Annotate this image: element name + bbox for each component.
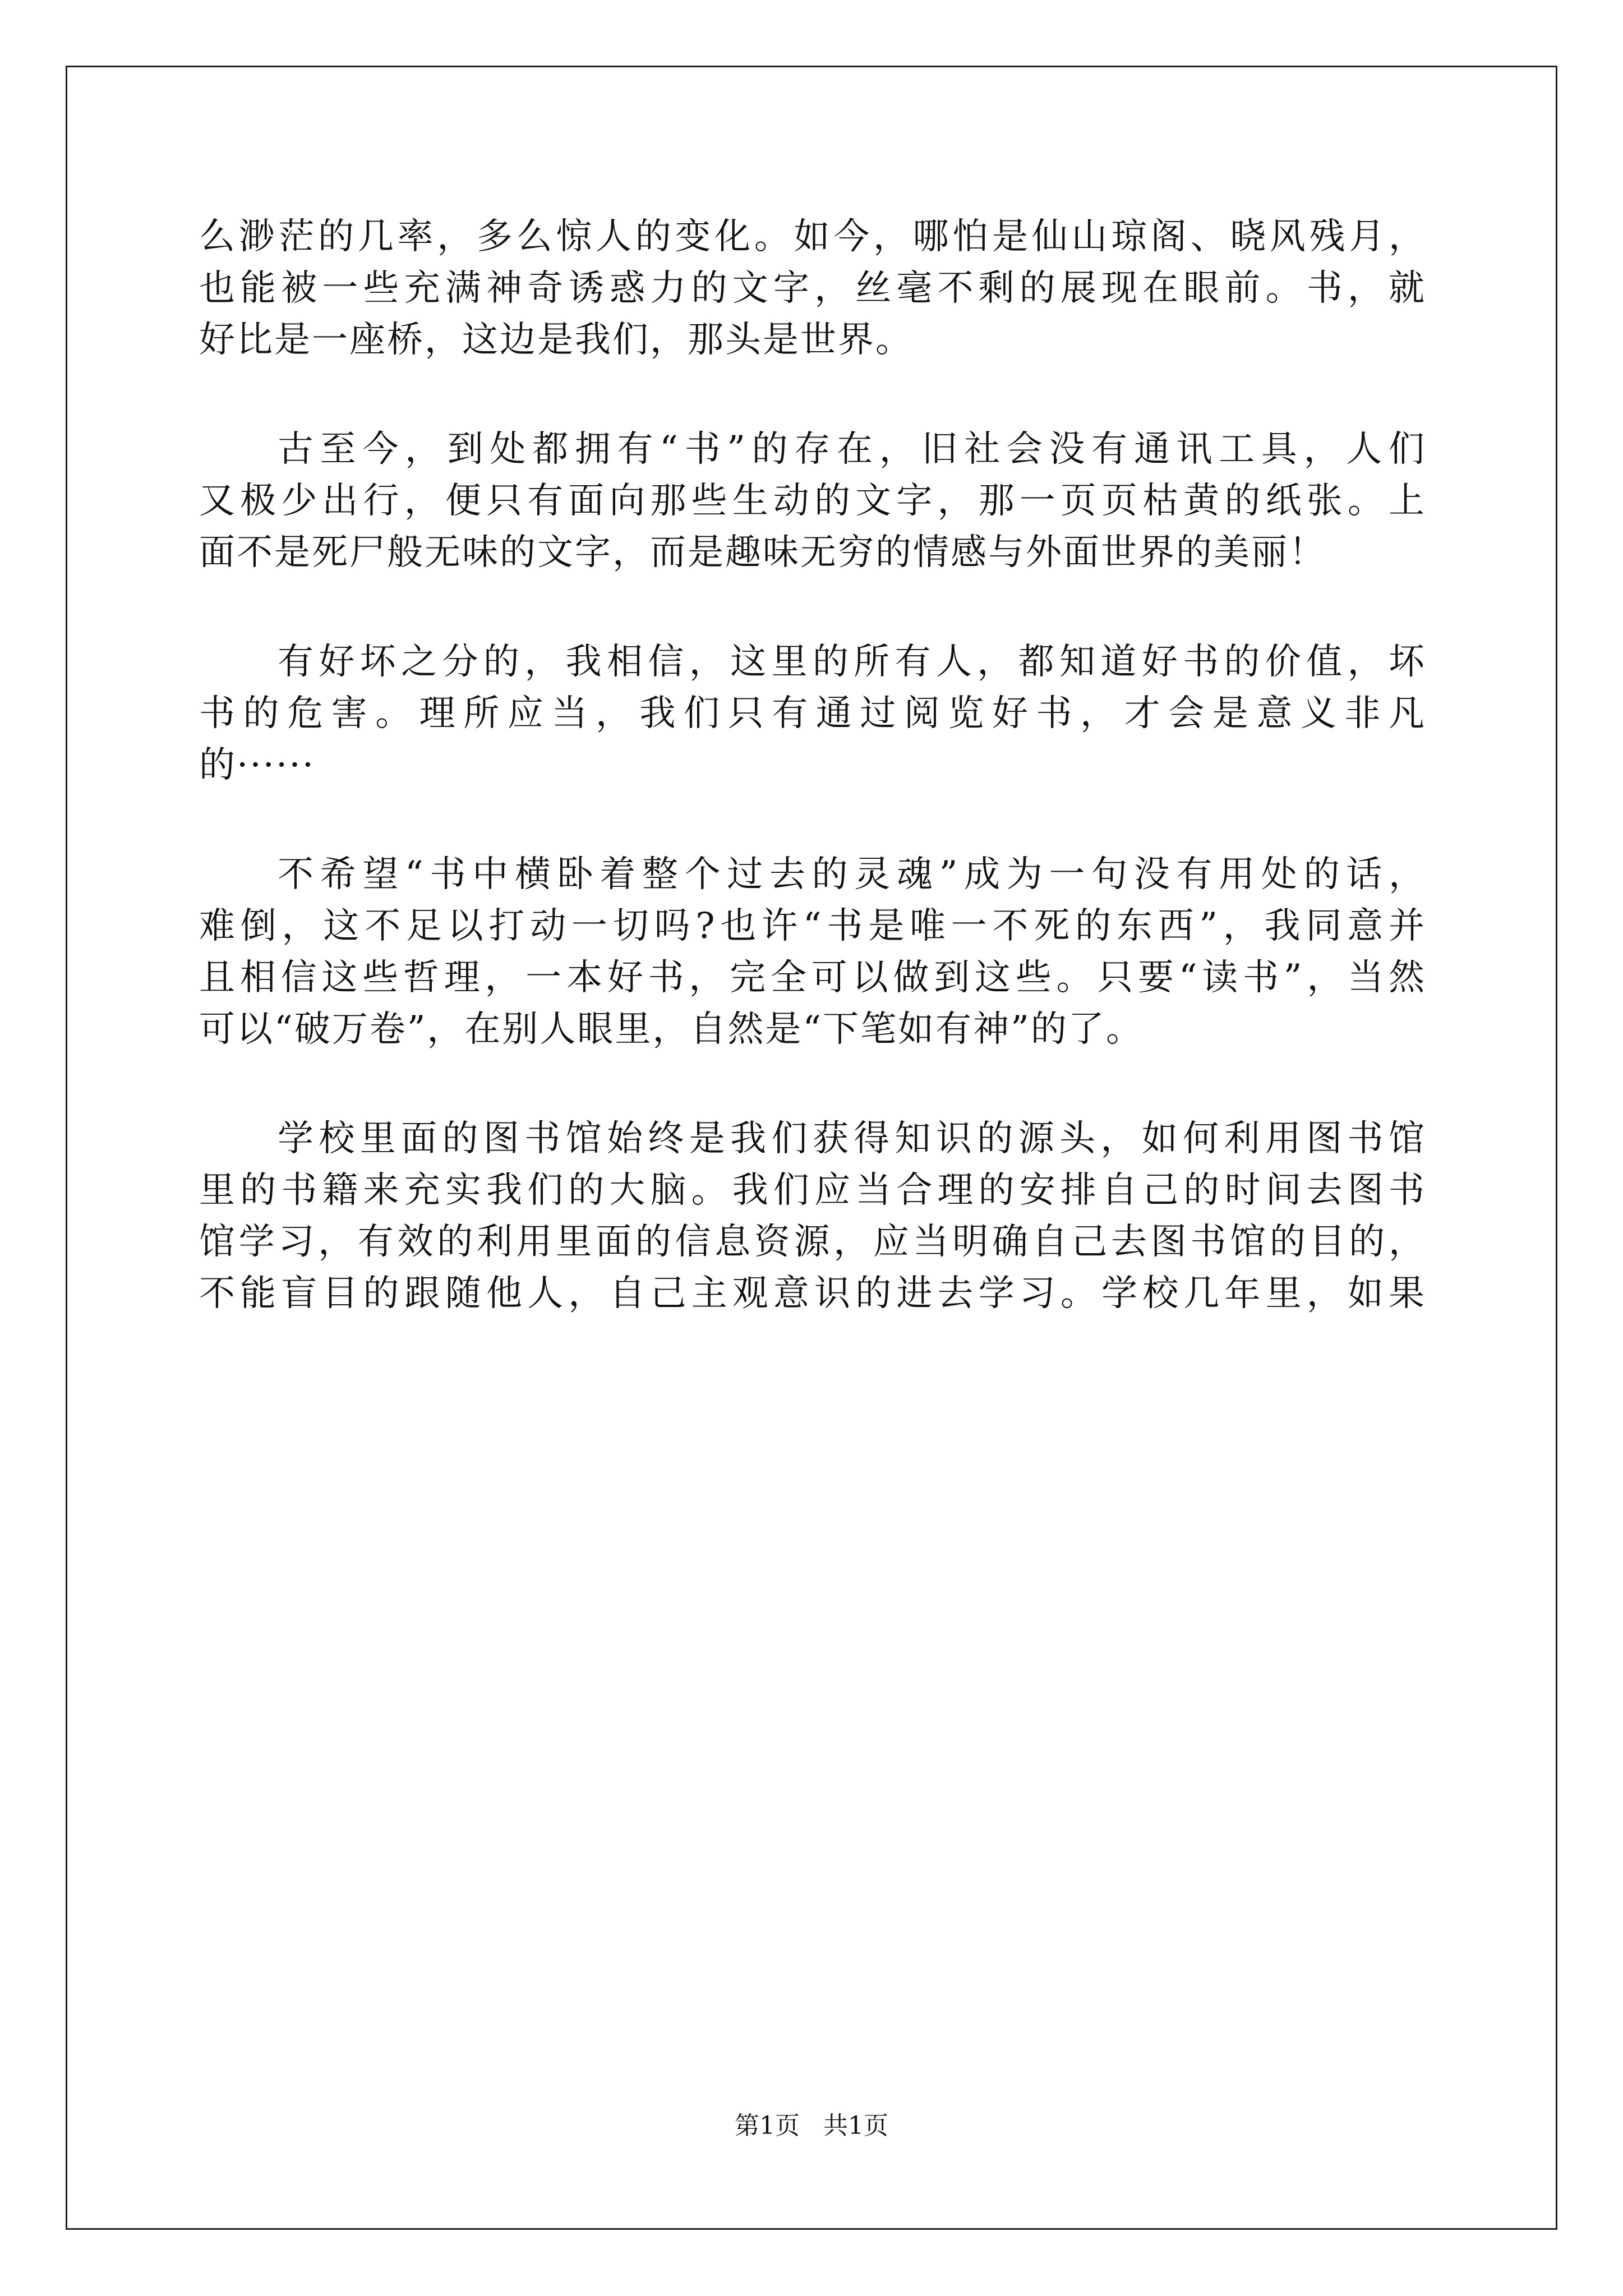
- text-line: 不希望“书中横卧着整个过去的灵魂”成为一句没有用处的话，: [278, 854, 1426, 895]
- document-body: [199, 211, 1426, 1319]
- paragraph: [199, 424, 1426, 578]
- text-line: 难倒，这不足以打动一切吗?也许“书是唯一不死的东西”，我同意并: [199, 905, 1426, 947]
- text-line: 古至今，到处都拥有“书”的存在，旧社会没有通讯工具，人们: [278, 429, 1426, 470]
- text-line: 书的危害。理所应当，我们只有通过阅览好书，才会是意义非凡: [199, 693, 1426, 734]
- text-line: 么渺茫的几率，多么惊人的变化。如今，哪怕是仙山琼阁、晓风残月，: [199, 216, 1426, 257]
- text-line: 馆学习，有效的利用里面的信息资源，应当明确自己去图书馆的目的，: [199, 1221, 1426, 1263]
- paragraph: [199, 636, 1426, 791]
- text-line: 可以“破万卷”，在别人眼里，自然是“下笔如有神”的了。: [199, 1009, 1144, 1050]
- paragraph: [199, 211, 1426, 366]
- text-line: 且相信这些哲理，一本好书，完全可以做到这些。只要“读书”，当然: [199, 957, 1426, 999]
- text-line: 面不是死尸般无味的文字，而是趣味无穷的情感与外面世界的美丽！: [199, 532, 1326, 573]
- text-line: 有好坏之分的，我相信，这里的所有人，都知道好书的价值，坏: [278, 641, 1426, 683]
- text-line: 好比是一座桥，这边是我们，那头是世界。: [199, 319, 913, 361]
- text-line: 不能盲目的跟随他人，自己主观意识的进去学习。学校几年里，如果: [199, 1273, 1426, 1314]
- text-line: 也能被一些充满神奇诱惑力的文字，丝毫不剩的展现在眼前。书，就: [199, 268, 1426, 309]
- text-line: 学校里面的图书馆始终是我们获得知识的源头，如何利用图书馆: [278, 1118, 1426, 1159]
- page-number-footer: 第1页 共1页: [735, 2111, 888, 2140]
- text-line: 里的书籍来充实我们的大脑。我们应当合理的安排自己的时间去图书: [199, 1170, 1426, 1211]
- text-line: 又极少出行，便只有面向那些生动的文字，那一页页枯黄的纸张。上: [199, 480, 1426, 522]
- paragraph: [199, 849, 1426, 1055]
- text-line: 的······: [199, 744, 316, 786]
- paragraph: [199, 1113, 1426, 1319]
